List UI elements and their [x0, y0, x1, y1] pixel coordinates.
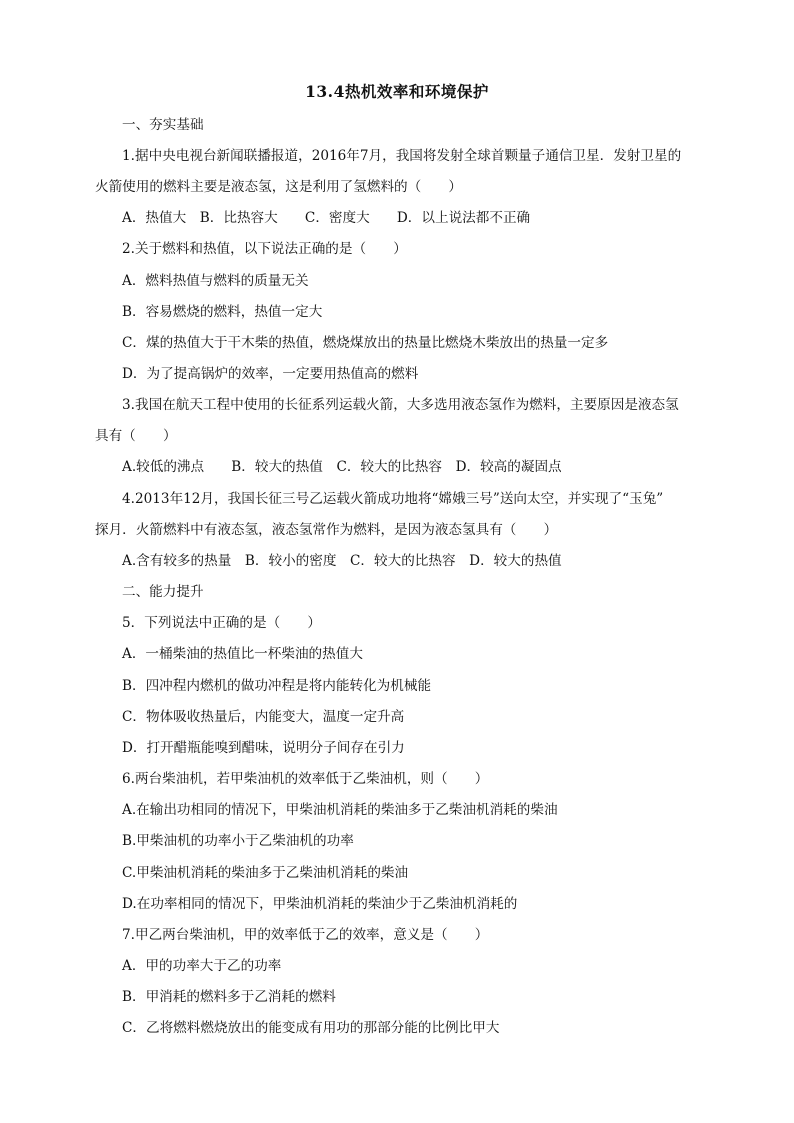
- question-3-line-2: 具有（ ）: [95, 428, 177, 444]
- question-3-options: A.较低的沸点 B．较大的热值 C．较大的比热容 D．较高的凝固点: [122, 459, 562, 475]
- question-6-stem: 6.两台柴油机，若甲柴油机的效率低于乙柴油机，则（ ）: [122, 771, 489, 787]
- question-1-options: A．热值大 B．比热容大 C．密度大 D．以上说法都不正确: [122, 210, 531, 226]
- section-heading-basics: 一、夯实基础: [122, 117, 204, 133]
- question-5-option-c: C．物体吸收热量后，内能变大，温度一定升高: [122, 709, 405, 725]
- question-6-option-a: A.在输出功相同的情况下，甲柴油机消耗的柴油多于乙柴油机消耗的柴油: [122, 802, 558, 818]
- question-2-option-a: A．燃料热值与燃料的质量无关: [122, 273, 309, 289]
- question-1-line-2: 火箭使用的燃料主要是液态氢，这是利用了氢燃料的（ ）: [95, 179, 463, 195]
- question-2-option-d: D．为了提高锅炉的效率，一定要用热值高的燃料: [122, 366, 419, 382]
- question-5-option-d: D．打开醋瓶能嗅到醋味，说明分子间存在引力: [122, 740, 405, 756]
- question-2-option-c: C．煤的热值大于干木柴的热值，燃烧煤放出的热量比燃烧木柴放出的热量一定多: [122, 335, 609, 351]
- question-1-line-1: 1.据中央电视台新闻联播报道，2016年7月，我国将发射全球首颗量子通信卫星．发射卫星的: [122, 148, 682, 164]
- page-title: 13.4热机效率和环境保护: [305, 82, 489, 101]
- question-6-option-b: B.甲柴油机的功率小于乙柴油机的功率: [122, 833, 354, 849]
- question-6-option-c: C.甲柴油机消耗的柴油多于乙柴油机消耗的柴油: [122, 865, 409, 881]
- question-7-option-c: C．乙将燃料燃烧放出的能变成有用功的那部分能的比例比甲大: [122, 1020, 500, 1036]
- question-2-option-b: B．容易燃烧的燃料，热值一定大: [122, 304, 323, 320]
- question-3-line-1: 3.我国在航天工程中使用的长征系列运载火箭，大多选用液态氢作为燃料，主要原因是液态氢: [122, 397, 679, 413]
- question-7-option-a: A．甲的功率大于乙的功率: [122, 958, 282, 974]
- question-4-options: A.含有较多的热量 B．较小的密度 C．较大的比热容 D．较大的热值: [122, 553, 562, 569]
- question-5-option-b: B．四冲程内燃机的做功冲程是将内能转化为机械能: [122, 678, 432, 694]
- question-4-line-1: 4.2013年12月，我国长征三号乙运载火箭成功地将“嫦娥三号”送向太空，并实现了“玉兔”: [122, 491, 664, 507]
- question-5-option-a: A．一桶柴油的热值比一杯柴油的热值大: [122, 646, 363, 662]
- question-7-option-b: B．甲消耗的燃料多于乙消耗的燃料: [122, 989, 336, 1005]
- question-7-stem: 7.甲乙两台柴油机，甲的效率低于乙的效率，意义是（ ）: [122, 927, 489, 943]
- section-heading-improvement: 二、能力提升: [122, 584, 204, 600]
- question-4-line-2: 探月．火箭燃料中有液态氢，液态氢常作为燃料，是因为液态氢具有（ ）: [95, 522, 558, 538]
- question-2-stem: 2.关于燃料和热值，以下说法正确的是（ ）: [122, 241, 407, 257]
- question-5-stem: 5．下列说法中正确的是（ ）: [122, 615, 321, 631]
- question-6-option-d: D.在功率相同的情况下，甲柴油机消耗的柴油少于乙柴油机消耗的: [122, 896, 518, 912]
